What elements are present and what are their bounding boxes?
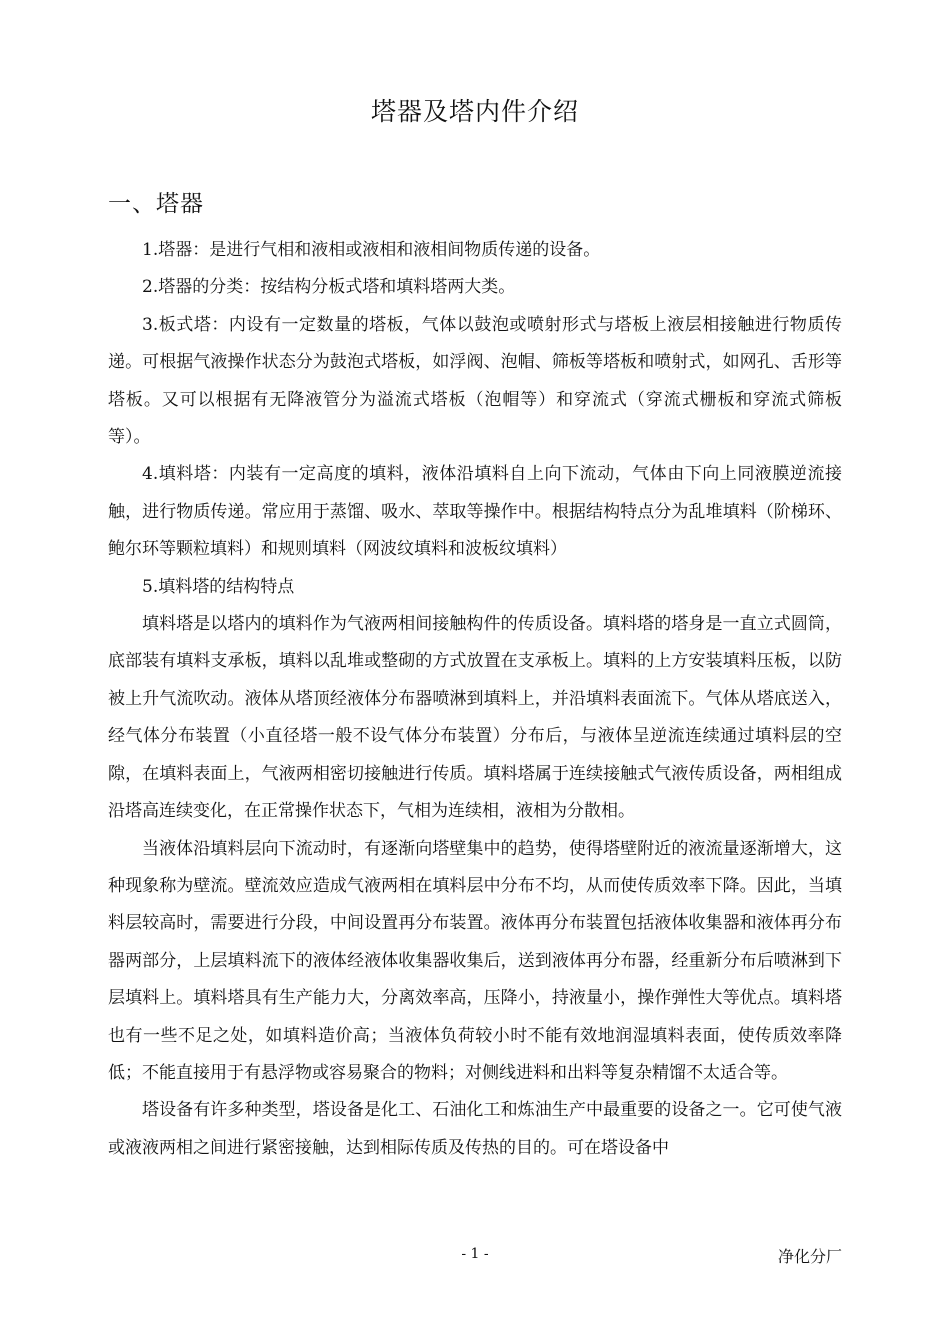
- paragraph-structure-heading: 5.填料塔的结构特点: [142, 576, 295, 597]
- paragraph-definition: 1.塔器：是进行气相和液相或液相和液相间物质传递的设备。: [142, 240, 601, 260]
- paragraph-packed-tower: 4.填料塔：内装有一定高度的填料，液体沿填料自上向下流动，气体由下向上同液膜逆流接触，进行物质传递。常应用于蒸馏、吸水、萃取等操作中。根据结构特点分为乱堆填料（阶梯环、鲍尔环等颗粒填料）和规则填料（网波纹填料和波板纹填料）: [108, 464, 842, 560]
- document-title: 塔器及塔内件介绍: [370, 97, 579, 126]
- section-heading: 一、塔器: [108, 191, 204, 217]
- paragraph-wall-flow: 当液体沿填料层向下流动时，有逐渐向塔壁集中的趋势，使得塔壁附近的液流量逐渐增大，这种现象称为壁流。壁流效应造成气液两相在填料层中分布不均，从而使传质效率下降。因此，当填料层较高时，需要进行分段，中间设置再分布装置。液体再分布装置包括液体收集器和液体再分布器两部分，上层填料流下的液体经液体收集器收集后，送到液体再分布器，经重新分布后喷淋到下层填料上。填料塔具有生产能力大，分离效率高，压降小，持液量小，操作弹性大等优点。填料塔也有一些不足之处，如填料造价高；当液体负荷较小时不能有效地润湿填料表面，使传质效率降低；不能直接用于有悬浮物或容易聚合的物料；对侧线进料和出料等复杂精馏不太适合等。: [108, 838, 842, 1083]
- paragraph-plate-tower: 3.板式塔：内设有一定数量的塔板，气体以鼓泡或喷射形式与塔板上液层相接触进行物质传递。可根据气液操作状态分为鼓泡式塔板，如浮阀、泡帽、筛板等塔板和喷射式，如网孔、舌形等塔板。又可以根据有无降液管分为溢流式塔板（泡帽等）和穿流式（穿流式栅板和穿流式筛板等）。: [108, 314, 842, 448]
- document-body: [108, 232, 842, 1167]
- paragraph-tower-types: 塔设备有许多种类型，塔设备是化工、石油化工和炼油生产中最重要的设备之一。它可使气液或液液两相之间进行紧密接触，达到相际传质及传热的目的。可在塔设备中: [108, 1100, 842, 1158]
- paragraph-classification: 2.塔器的分类：按结构分板式塔和填料塔两大类。: [142, 277, 516, 298]
- paragraph-structure: 填料塔是以塔内的填料作为气液两相间接触构件的传质设备。填料塔的塔身是一直立式圆筒，底部装有填料支承板，填料以乱堆或整砌的方式放置在支承板上。填料的上方安装填料压板，以防被上升气流吹动。液体从塔顶经液体分布器喷淋到填料上，并沿填料表面流下。气体从塔底送入，经气体分布装置（小直径塔一般不设气体分布装置）分布后，与液体呈逆流连续通过填料层的空隙，在填料表面上，气液两相密切接触进行传质。填料塔属于连续接触式气液传质设备，两相组成沿塔高连续变化，在正常操作状态下，气相为连续相，液相为分散相。: [108, 614, 842, 822]
- footer-organization: 净化分厂: [777, 1247, 842, 1266]
- page-number: - 1 -: [461, 1246, 489, 1262]
